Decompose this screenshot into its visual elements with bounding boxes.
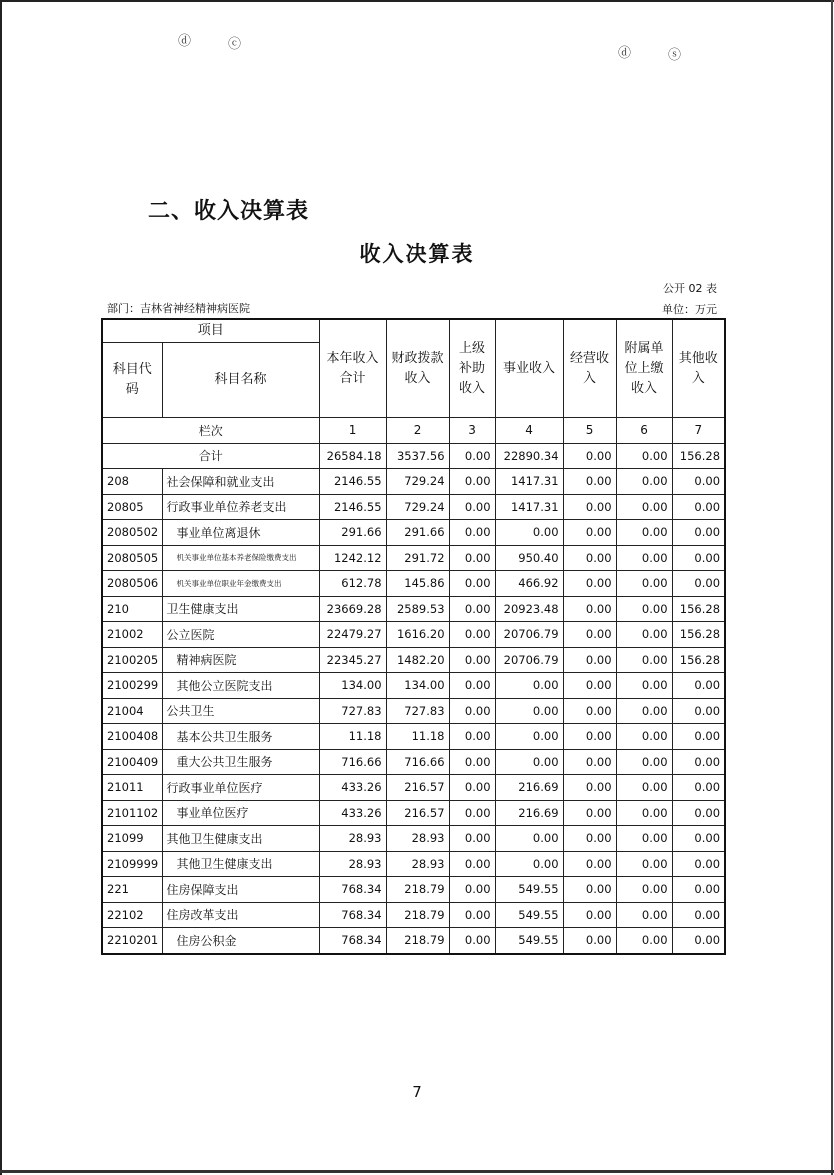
- subject-code: 2100299: [102, 673, 162, 699]
- amount-cell: 1417.31: [495, 494, 563, 520]
- amount-cell: 134.00: [386, 673, 449, 699]
- amount-cell: 0.00: [616, 494, 672, 520]
- amount-cell: 2146.55: [319, 469, 386, 495]
- amount-cell: 0.00: [563, 775, 616, 801]
- amount-cell: 0.00: [563, 647, 616, 673]
- subject-name: 机关事业单位基本养老保险缴费支出: [162, 545, 319, 571]
- amount-cell: 0.00: [563, 724, 616, 750]
- amount-cell: 0.00: [563, 571, 616, 597]
- amount-cell: 0.00: [449, 622, 495, 648]
- subject-name: 行政事业单位医疗: [162, 775, 319, 801]
- subject-name: 基本公共卫生服务: [162, 724, 319, 750]
- amount-cell: 156.28: [672, 596, 725, 622]
- table-row: [102, 622, 725, 648]
- table-row: [102, 877, 725, 903]
- subject-code: 221: [102, 877, 162, 903]
- amount-cell: 216.69: [495, 775, 563, 801]
- amount-cell: 0.00: [616, 571, 672, 597]
- total-label: 合计: [102, 443, 319, 469]
- column-label: 栏次: [102, 418, 319, 444]
- amount-cell: 0.00: [616, 902, 672, 928]
- table-row: [102, 571, 725, 597]
- amount-cell: 28.93: [319, 851, 386, 877]
- subject-code: 2080505: [102, 545, 162, 571]
- amount-cell: 0.00: [449, 571, 495, 597]
- amount-cell: 2146.55: [319, 494, 386, 520]
- table-row: [102, 596, 725, 622]
- amount-cell: 156.28: [672, 622, 725, 648]
- amount-cell: 28.93: [319, 826, 386, 852]
- subject-code: 20805: [102, 494, 162, 520]
- amount-cell: 0.00: [449, 749, 495, 775]
- amount-cell: 0.00: [449, 902, 495, 928]
- amount-cell: 0.00: [672, 545, 725, 571]
- amount-cell: 0.00: [449, 775, 495, 801]
- subject-code: 21011: [102, 775, 162, 801]
- amount-cell: 716.66: [319, 749, 386, 775]
- amount-cell: 0.00: [616, 826, 672, 852]
- amount-cell: 28.93: [386, 826, 449, 852]
- amount-cell: 0.00: [495, 851, 563, 877]
- amount-cell: 291.66: [386, 520, 449, 546]
- amount-cell: 0.00: [495, 724, 563, 750]
- amount-cell: 0.00: [616, 596, 672, 622]
- amount-cell: 612.78: [319, 571, 386, 597]
- total-value: 0.00: [449, 443, 495, 469]
- column-number: 6: [616, 418, 672, 444]
- amount-cell: 433.26: [319, 800, 386, 826]
- amount-cell: 0.00: [672, 775, 725, 801]
- table-row: [102, 826, 725, 852]
- table-row: [102, 494, 725, 520]
- subject-code: 2080502: [102, 520, 162, 546]
- page-number: 7: [412, 1083, 422, 1101]
- amount-cell: 0.00: [563, 749, 616, 775]
- amount-cell: 0.00: [563, 596, 616, 622]
- subject-name: 社会保障和就业支出: [162, 469, 319, 495]
- other-header: 其他收入: [672, 319, 725, 418]
- amount-cell: 0.00: [616, 647, 672, 673]
- amount-cell: 0.00: [616, 545, 672, 571]
- amount-cell: 727.83: [319, 698, 386, 724]
- amount-cell: 0.00: [672, 902, 725, 928]
- amount-cell: 28.93: [386, 851, 449, 877]
- amount-cell: 0.00: [449, 826, 495, 852]
- amount-cell: 2589.53: [386, 596, 449, 622]
- amount-cell: 0.00: [672, 724, 725, 750]
- subject-name: 精神病医院: [162, 647, 319, 673]
- amount-cell: 0.00: [563, 520, 616, 546]
- amount-cell: 0.00: [449, 596, 495, 622]
- amount-cell: 0.00: [449, 545, 495, 571]
- subject-code: 22102: [102, 902, 162, 928]
- subject-name: 住房改革支出: [162, 902, 319, 928]
- subject-code: 208: [102, 469, 162, 495]
- total-row: [102, 443, 725, 469]
- amount-cell: 549.55: [495, 902, 563, 928]
- business-header: 事业收入: [495, 319, 563, 418]
- amount-cell: 1482.20: [386, 647, 449, 673]
- amount-cell: 0.00: [672, 749, 725, 775]
- amount-cell: 0.00: [563, 494, 616, 520]
- amount-cell: 0.00: [495, 698, 563, 724]
- table-row: [102, 673, 725, 699]
- total-value: 156.28: [672, 443, 725, 469]
- total-value: 0.00: [563, 443, 616, 469]
- amount-cell: 1616.20: [386, 622, 449, 648]
- amount-cell: 0.00: [616, 928, 672, 954]
- amount-cell: 0.00: [616, 469, 672, 495]
- table-row: [102, 698, 725, 724]
- amount-cell: 0.00: [449, 698, 495, 724]
- amount-cell: 466.92: [495, 571, 563, 597]
- amount-cell: 0.00: [449, 494, 495, 520]
- table-row: [102, 902, 725, 928]
- amount-cell: 0.00: [616, 673, 672, 699]
- subject-code: 2080506: [102, 571, 162, 597]
- operating-header: 经营收入: [563, 319, 616, 418]
- page-edge-bottom: [0, 1170, 834, 1173]
- column-number: 7: [672, 418, 725, 444]
- superior-header: 上级补助收入: [449, 319, 495, 418]
- amount-cell: 0.00: [672, 851, 725, 877]
- subject-code: 2210201: [102, 928, 162, 954]
- amount-cell: 0.00: [672, 469, 725, 495]
- subject-code: 2100409: [102, 749, 162, 775]
- subject-name: 行政事业单位养老支出: [162, 494, 319, 520]
- amount-cell: 0.00: [616, 520, 672, 546]
- column-number: 3: [449, 418, 495, 444]
- amount-cell: 0.00: [616, 851, 672, 877]
- subject-code: 2100408: [102, 724, 162, 750]
- amount-cell: 0.00: [495, 826, 563, 852]
- table-row: [102, 545, 725, 571]
- amount-cell: 0.00: [616, 622, 672, 648]
- subject-name: 其他公立医院支出: [162, 673, 319, 699]
- amount-cell: 768.34: [319, 877, 386, 903]
- subject-name: 其他卫生健康支出: [162, 851, 319, 877]
- amount-cell: 218.79: [386, 928, 449, 954]
- subject-name: 重大公共卫生服务: [162, 749, 319, 775]
- scan-mark: ⓢ: [668, 48, 682, 63]
- amount-cell: 20923.48: [495, 596, 563, 622]
- amount-cell: 0.00: [449, 928, 495, 954]
- table-row: [102, 647, 725, 673]
- amount-cell: 0.00: [672, 928, 725, 954]
- amount-cell: 0.00: [563, 545, 616, 571]
- amount-cell: 0.00: [616, 698, 672, 724]
- scan-mark: ⓓ: [178, 34, 192, 49]
- code-header: 科目代码: [102, 343, 162, 418]
- affiliated-header: 附属单位上缴收入: [616, 319, 672, 418]
- amount-cell: 291.66: [319, 520, 386, 546]
- table-row: [102, 851, 725, 877]
- amount-cell: 0.00: [449, 724, 495, 750]
- amount-cell: 11.18: [386, 724, 449, 750]
- amount-cell: 549.55: [495, 877, 563, 903]
- table-row: [102, 724, 725, 750]
- subject-name: 事业单位医疗: [162, 800, 319, 826]
- amount-cell: 0.00: [563, 698, 616, 724]
- amount-cell: 0.00: [449, 647, 495, 673]
- amount-cell: 768.34: [319, 928, 386, 954]
- project-header: 项目: [102, 319, 319, 343]
- amount-cell: 727.83: [386, 698, 449, 724]
- table-row: [102, 928, 725, 954]
- amount-cell: 0.00: [672, 673, 725, 699]
- amount-cell: 22479.27: [319, 622, 386, 648]
- amount-cell: 0.00: [672, 698, 725, 724]
- page-edge-top: [0, 0, 834, 2]
- department-label: 部门：吉林省神经精神病医院: [107, 302, 250, 315]
- subject-code: 2100205: [102, 647, 162, 673]
- unit-label: 单位：万元: [662, 303, 717, 316]
- amount-cell: 0.00: [449, 469, 495, 495]
- total-header: 本年收入合计: [319, 319, 386, 418]
- scan-mark: ⓒ: [228, 37, 242, 52]
- subject-name: 卫生健康支出: [162, 596, 319, 622]
- amount-cell: 433.26: [319, 775, 386, 801]
- amount-cell: 0.00: [449, 851, 495, 877]
- subject-code: 21002: [102, 622, 162, 648]
- amount-cell: 218.79: [386, 902, 449, 928]
- amount-cell: 729.24: [386, 494, 449, 520]
- form-code: 公开 02 表: [663, 282, 717, 295]
- amount-cell: 0.00: [563, 902, 616, 928]
- total-value: 22890.34: [495, 443, 563, 469]
- amount-cell: 20706.79: [495, 647, 563, 673]
- amount-cell: 11.18: [319, 724, 386, 750]
- column-number: 2: [386, 418, 449, 444]
- page-edge-right: [831, 0, 833, 1175]
- page-edge-left: [0, 0, 2, 1175]
- amount-cell: 0.00: [495, 520, 563, 546]
- amount-cell: 23669.28: [319, 596, 386, 622]
- amount-cell: 0.00: [616, 775, 672, 801]
- amount-cell: 1242.12: [319, 545, 386, 571]
- amount-cell: 0.00: [672, 571, 725, 597]
- amount-cell: 0.00: [672, 826, 725, 852]
- amount-cell: 145.86: [386, 571, 449, 597]
- amount-cell: 950.40: [495, 545, 563, 571]
- amount-cell: 0.00: [672, 520, 725, 546]
- subject-name: 机关事业单位职业年金缴费支出: [162, 571, 319, 597]
- amount-cell: 0.00: [563, 826, 616, 852]
- amount-cell: 0.00: [449, 877, 495, 903]
- column-number: 1: [319, 418, 386, 444]
- table-row: [102, 775, 725, 801]
- amount-cell: 20706.79: [495, 622, 563, 648]
- subject-code: 21099: [102, 826, 162, 852]
- name-header: 科目名称: [162, 343, 319, 418]
- amount-cell: 0.00: [563, 928, 616, 954]
- table-row: [102, 469, 725, 495]
- subject-code: 210: [102, 596, 162, 622]
- amount-cell: 0.00: [449, 520, 495, 546]
- amount-cell: 0.00: [616, 800, 672, 826]
- amount-cell: 216.57: [386, 800, 449, 826]
- amount-cell: 216.69: [495, 800, 563, 826]
- amount-cell: 0.00: [495, 673, 563, 699]
- total-value: 3537.56: [386, 443, 449, 469]
- amount-cell: 768.34: [319, 902, 386, 928]
- amount-cell: 0.00: [563, 673, 616, 699]
- subject-name: 事业单位离退休: [162, 520, 319, 546]
- amount-cell: 0.00: [616, 749, 672, 775]
- amount-cell: 0.00: [563, 622, 616, 648]
- total-value: 26584.18: [319, 443, 386, 469]
- amount-cell: 0.00: [495, 749, 563, 775]
- amount-cell: 291.72: [386, 545, 449, 571]
- income-table: [101, 318, 726, 955]
- amount-cell: 156.28: [672, 647, 725, 673]
- amount-cell: 216.57: [386, 775, 449, 801]
- total-value: 0.00: [616, 443, 672, 469]
- subject-name: 公立医院: [162, 622, 319, 648]
- amount-cell: 0.00: [616, 877, 672, 903]
- amount-cell: 0.00: [449, 800, 495, 826]
- subject-name: 住房保障支出: [162, 877, 319, 903]
- section-heading: 二、收入决算表: [148, 199, 310, 224]
- amount-cell: 0.00: [563, 877, 616, 903]
- table-title: 收入决算表: [359, 242, 475, 266]
- column-number: 4: [495, 418, 563, 444]
- amount-cell: 0.00: [563, 800, 616, 826]
- subject-name: 公共卫生: [162, 698, 319, 724]
- column-number-row: [102, 418, 725, 444]
- fiscal-header: 财政拨款收入: [386, 319, 449, 418]
- amount-cell: 134.00: [319, 673, 386, 699]
- table-row: [102, 520, 725, 546]
- amount-cell: 729.24: [386, 469, 449, 495]
- table-row: [102, 800, 725, 826]
- scan-mark: ⓓ: [618, 46, 632, 61]
- table-row: [102, 749, 725, 775]
- amount-cell: 716.66: [386, 749, 449, 775]
- amount-cell: 0.00: [449, 673, 495, 699]
- column-number: 5: [563, 418, 616, 444]
- amount-cell: 0.00: [672, 877, 725, 903]
- amount-cell: 218.79: [386, 877, 449, 903]
- subject-name: 其他卫生健康支出: [162, 826, 319, 852]
- amount-cell: 0.00: [672, 494, 725, 520]
- subject-code: 2109999: [102, 851, 162, 877]
- amount-cell: 0.00: [616, 724, 672, 750]
- header-row: [102, 319, 725, 343]
- subject-code: 21004: [102, 698, 162, 724]
- amount-cell: 549.55: [495, 928, 563, 954]
- subject-code: 2101102: [102, 800, 162, 826]
- amount-cell: 0.00: [672, 800, 725, 826]
- amount-cell: 0.00: [563, 851, 616, 877]
- amount-cell: 22345.27: [319, 647, 386, 673]
- amount-cell: 0.00: [563, 469, 616, 495]
- subject-name: 住房公积金: [162, 928, 319, 954]
- amount-cell: 1417.31: [495, 469, 563, 495]
